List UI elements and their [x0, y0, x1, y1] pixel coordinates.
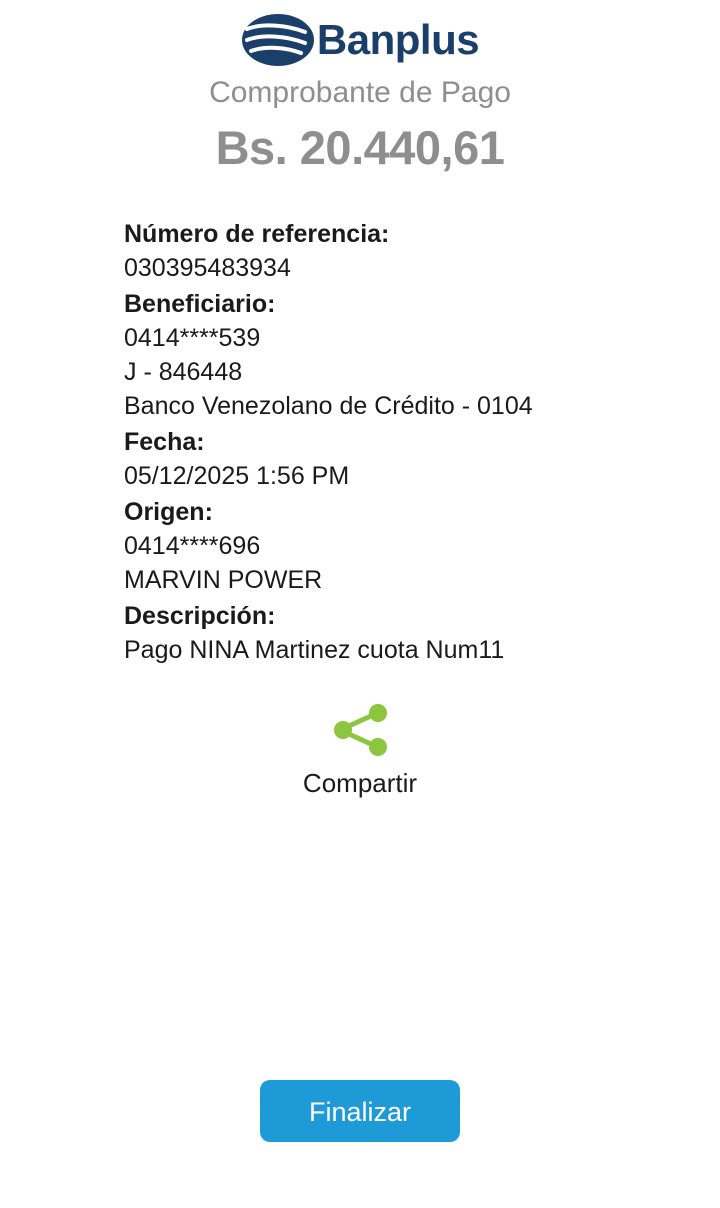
page-title: Comprobante de Pago [209, 76, 511, 109]
footer-bar [0, 1080, 720, 1142]
share-icon[interactable] [325, 701, 395, 761]
share-action[interactable] [0, 701, 720, 799]
detail-value-beneficiary-bank: Banco Venezolano de Crédito - 0104 [124, 392, 533, 420]
banplus-logo-icon [241, 12, 315, 68]
detail-value-reference: 030395483934 [124, 254, 291, 282]
detail-label-description: Descripción: [124, 602, 276, 630]
detail-label-origin: Origen: [124, 498, 213, 526]
finalize-button[interactable]: Finalizar [260, 1080, 460, 1142]
brand-name: Banplus [316, 16, 480, 63]
receipt-details [0, 217, 720, 667]
brand-header [0, 0, 720, 66]
detail-value-origin-name: MARVIN POWER [124, 566, 323, 594]
detail-label-date: Fecha: [124, 428, 205, 456]
detail-value-origin-phone: 0414****696 [124, 532, 261, 560]
detail-value-beneficiary-phone: 0414****539 [124, 324, 261, 352]
detail-label-beneficiary: Beneficiario: [124, 290, 276, 318]
detail-value-description: Pago NINA Martinez cuota Num11 [124, 636, 505, 664]
detail-label-reference: Número de referencia: [124, 220, 390, 248]
amount-value: Bs. 20.440,61 [215, 121, 505, 174]
detail-value-beneficiary-id: J - 846448 [124, 358, 243, 386]
detail-value-date: 05/12/2025 1:56 PM [124, 462, 350, 490]
share-label[interactable]: Compartir [302, 768, 418, 798]
